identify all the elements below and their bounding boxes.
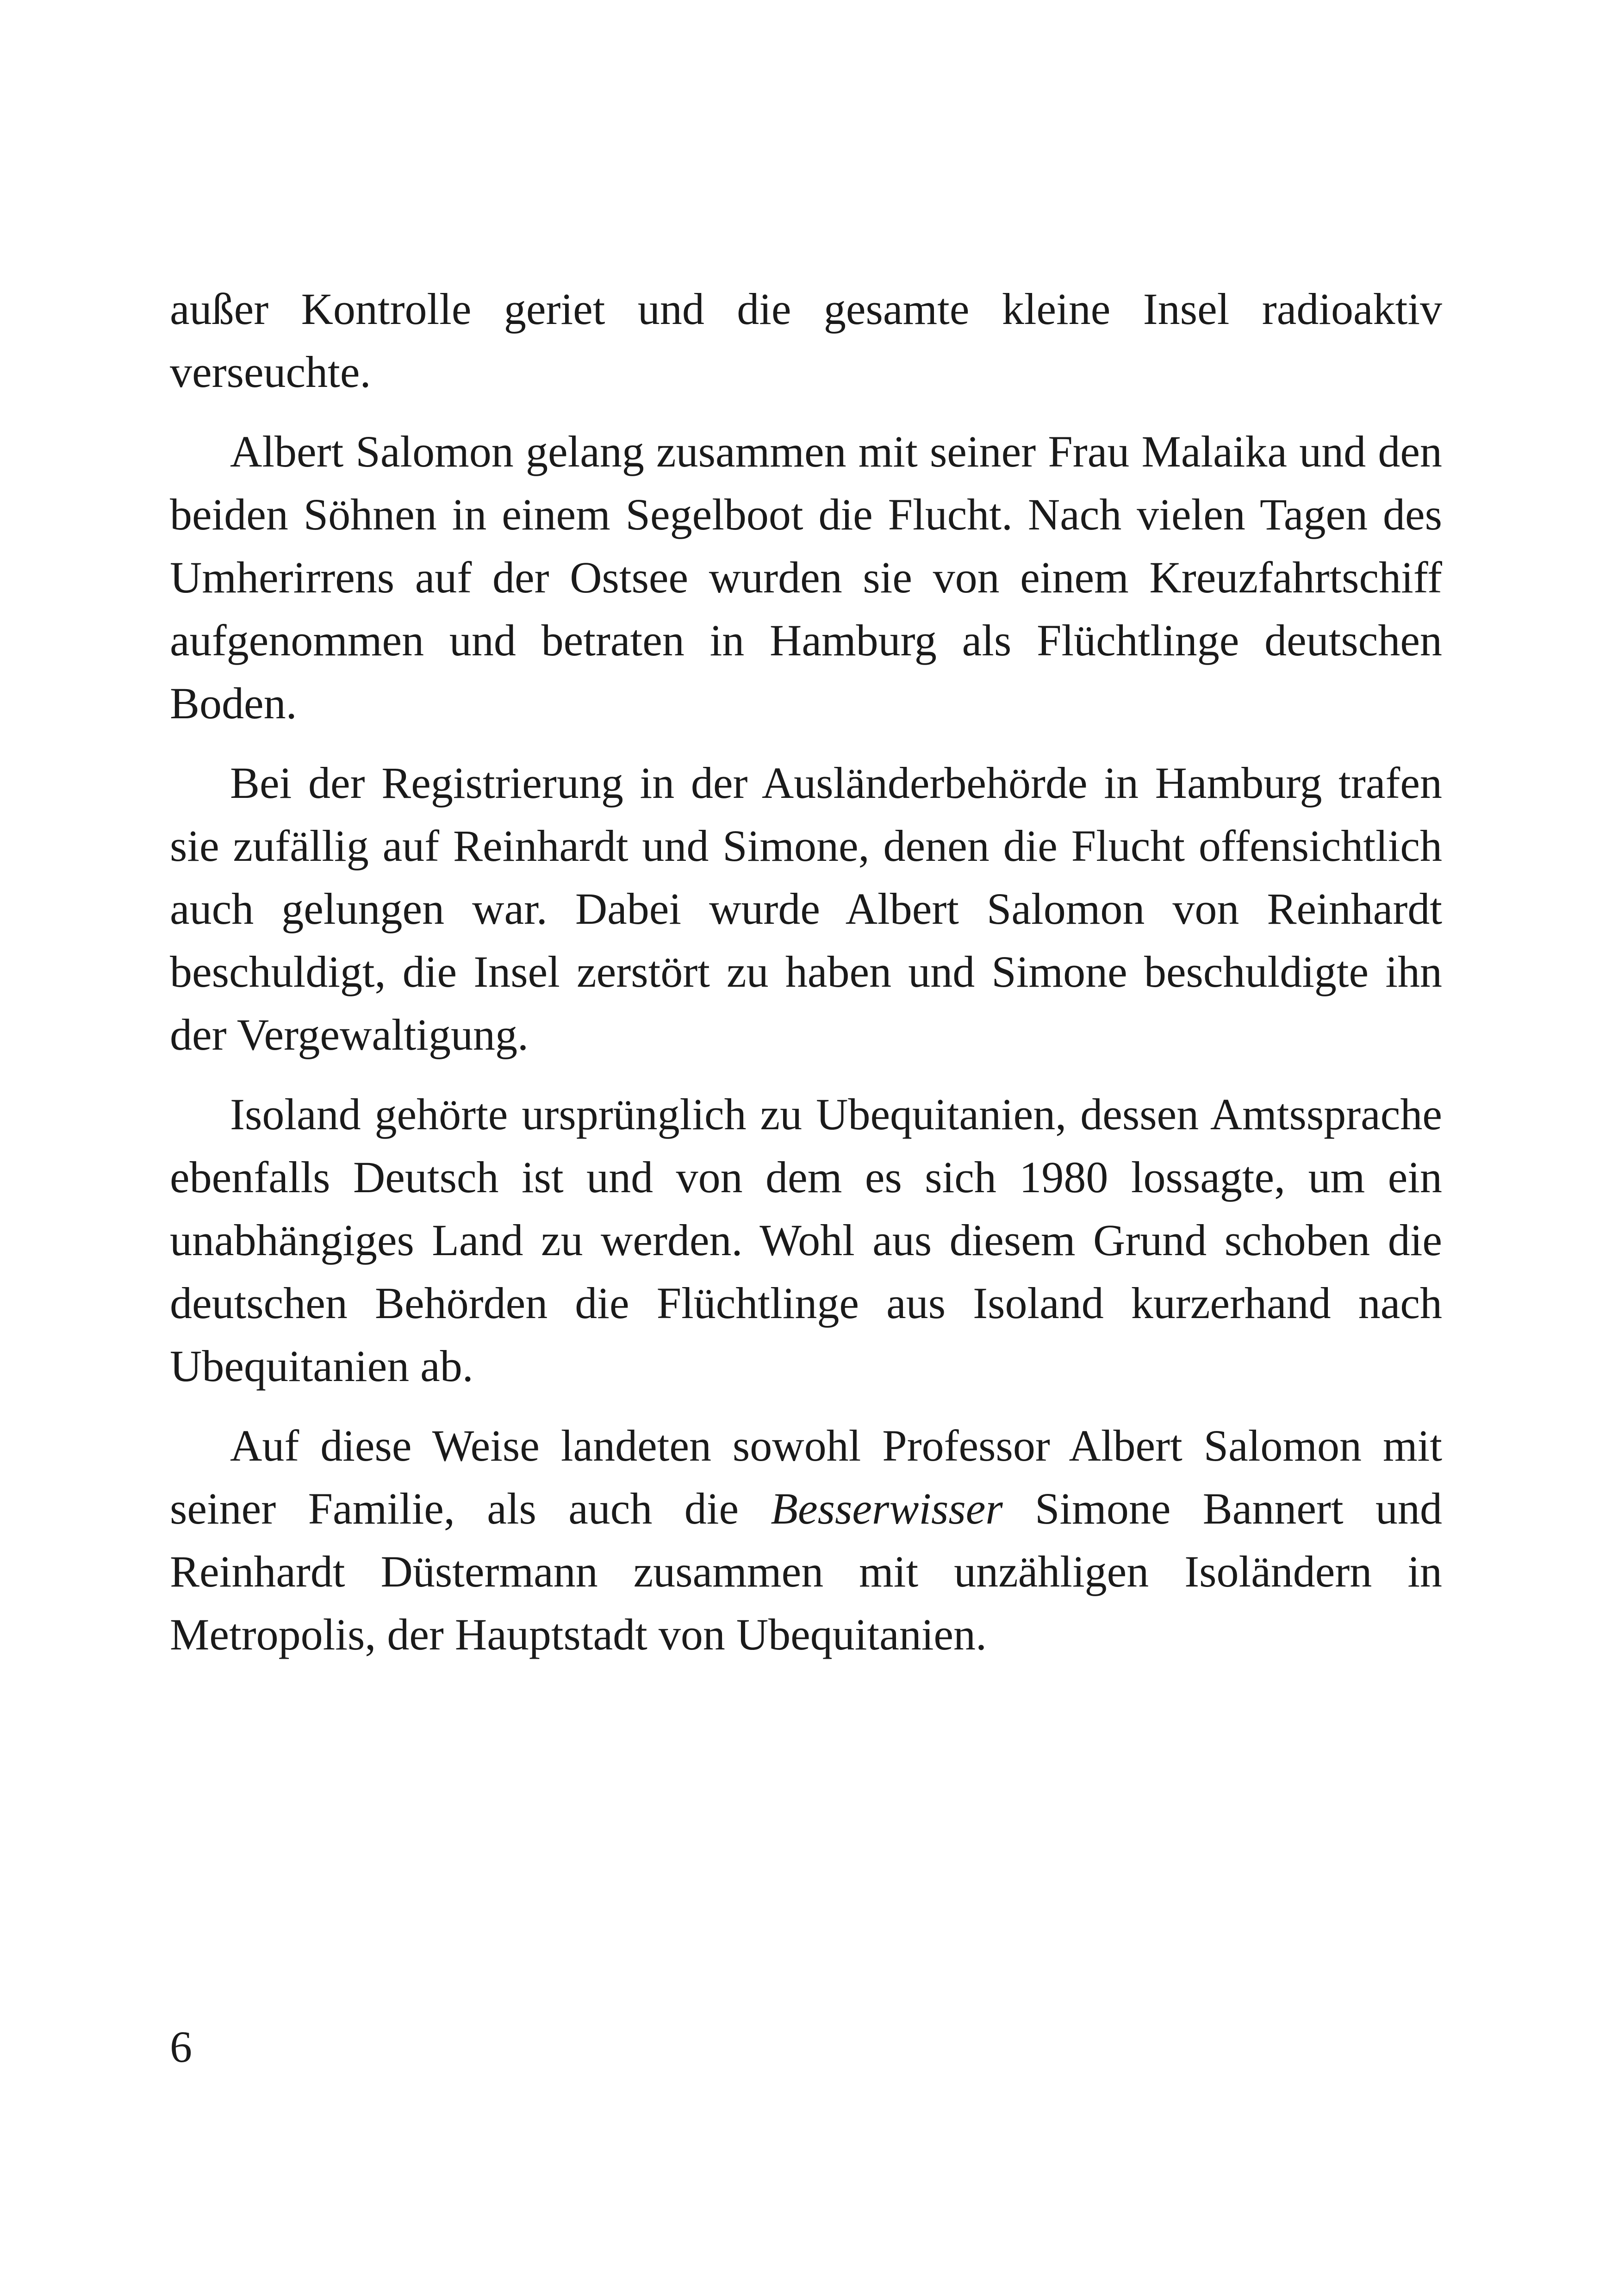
- paragraph-4: Isoland gehörte ursprünglich zu Ubequitanien, dessen Amtssprache ebenfalls Deutsch ist und von dem es sich 1980 lossagte, um ein unabhängiges Land zu werden. Wohl aus diesem Grund schoben die deutschen Behörden die Flüchtlinge aus Isoland kurzerhand nach Ubequitanien ab.: [170, 1089, 1442, 1391]
- paragraph-2: Albert Salomon gelang zusammen mit seiner Frau Malaika und den beiden Söhnen in einem Segelboot die Flucht. Nach vielen Tagen des Umherirrens auf der Ostsee wurden sie von einem Kreuzfahrtschiff aufgenommen und betraten in Hamburg als Flüchtlinge deutschen Boden.: [170, 427, 1442, 728]
- emphasized-term: Besserwisser: [771, 1484, 1003, 1533]
- paragraph-5-text-after: Simone Bannert und Reinhardt Düstermann zusammen mit unzähligen Isoländern in Metropolis, der Hauptstadt von Ubequitanien.: [170, 1484, 1443, 1659]
- page-number: 6: [170, 2022, 192, 2072]
- paragraph-3: Bei der Registrierung in der Ausländerbehörde in Hamburg trafen sie zufällig auf Reinhardt und Simone, denen die Flucht offensichtlich auch gelungen war. Dabei wurde Albert Salomon von Reinhardt beschuldigt, die Insel zerstört zu haben und Simone beschuldigte ihn der Vergewaltigung.: [170, 758, 1442, 1059]
- paragraph-1: außer Kontrolle geriet und die gesamte kleine Insel radioaktiv verseuchte.: [170, 284, 1442, 397]
- paragraph-5: [170, 1414, 1442, 1666]
- body-text: [170, 278, 1442, 1683]
- paragraph-5-text-before: Auf diese Weise landeten sowohl Professor Albert Salomon mit seiner Familie, als auch die: [170, 1421, 1442, 1533]
